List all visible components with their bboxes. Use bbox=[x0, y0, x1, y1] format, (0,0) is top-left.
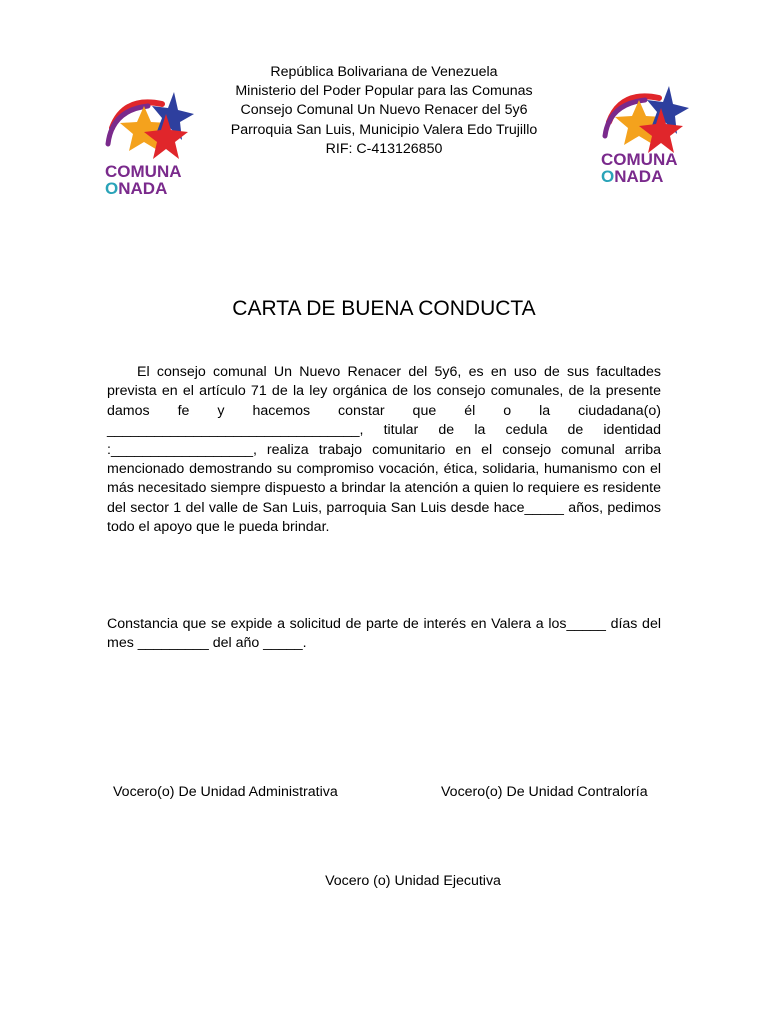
header-line-republic: República Bolivariana de Venezuela bbox=[270, 64, 498, 80]
logo-text-nada: NADA bbox=[614, 167, 664, 186]
comuna-o-nada-logo-right bbox=[599, 84, 691, 188]
logo-text-comuna: COMUNA bbox=[601, 150, 678, 169]
signature-ejecutiva: Vocero (o) Unidad Ejecutiva bbox=[325, 873, 501, 889]
header-line-rif: RIF: C-413126850 bbox=[325, 140, 443, 157]
signature-contraloria: Vocero(o) De Unidad Contraloría bbox=[441, 784, 648, 800]
closing-paragraph: Constancia que se expide a solicitud de parte de interés en Valera a los_____ días del mes _________ del año _____. bbox=[107, 616, 661, 652]
logo-text-o: O bbox=[105, 179, 119, 198]
logo-text-onada bbox=[105, 179, 167, 198]
letterhead bbox=[200, 63, 568, 159]
comuna-logo-icon bbox=[599, 84, 691, 188]
logo-text-comuna: COMUNA bbox=[105, 162, 182, 181]
logo-text-onada bbox=[601, 167, 663, 186]
comuna-logo-icon bbox=[104, 88, 196, 198]
document-title: CARTA DE BUENA CONDUCTA bbox=[232, 297, 536, 320]
logo-text-o: O bbox=[601, 167, 615, 186]
signature-administrativa: Vocero(o) De Unidad Administrativa bbox=[113, 784, 338, 800]
comuna-o-nada-logo-left bbox=[104, 88, 196, 198]
logo-text-nada: NADA bbox=[118, 179, 168, 198]
header-line-ministry: Ministerio del Poder Popular para las Comunas bbox=[235, 83, 533, 100]
header-line-parish: Parroquia San Luis, Municipio Valera Edo Trujillo bbox=[230, 121, 538, 138]
body-paragraph: El consejo comunal Un Nuevo Renacer del 5y6, es en uso de sus facultades prevista en el artículo 71 de la ley orgánica de los consejo comunales, de la presente damos fe y hacemos constar que él o la ciudadana(o) ________________________________, titular de la cedula de identidad :__________________, realiza trabajo comunitario en el consejo comunal arriba mencionado demostrando su compromiso vocación, ética, solidaria, humanismo con el más necesitado siempre dispuesto a brindar la atención a quien lo requiere es residente del sector 1 del valle de San Luis, parroquia San Luis desde hace_____ años, pedimos todo el apoyo que le pueda brindar. bbox=[107, 364, 661, 536]
header-line-council: Consejo Comunal Un Nuevo Renacer del 5y6 bbox=[240, 102, 528, 119]
